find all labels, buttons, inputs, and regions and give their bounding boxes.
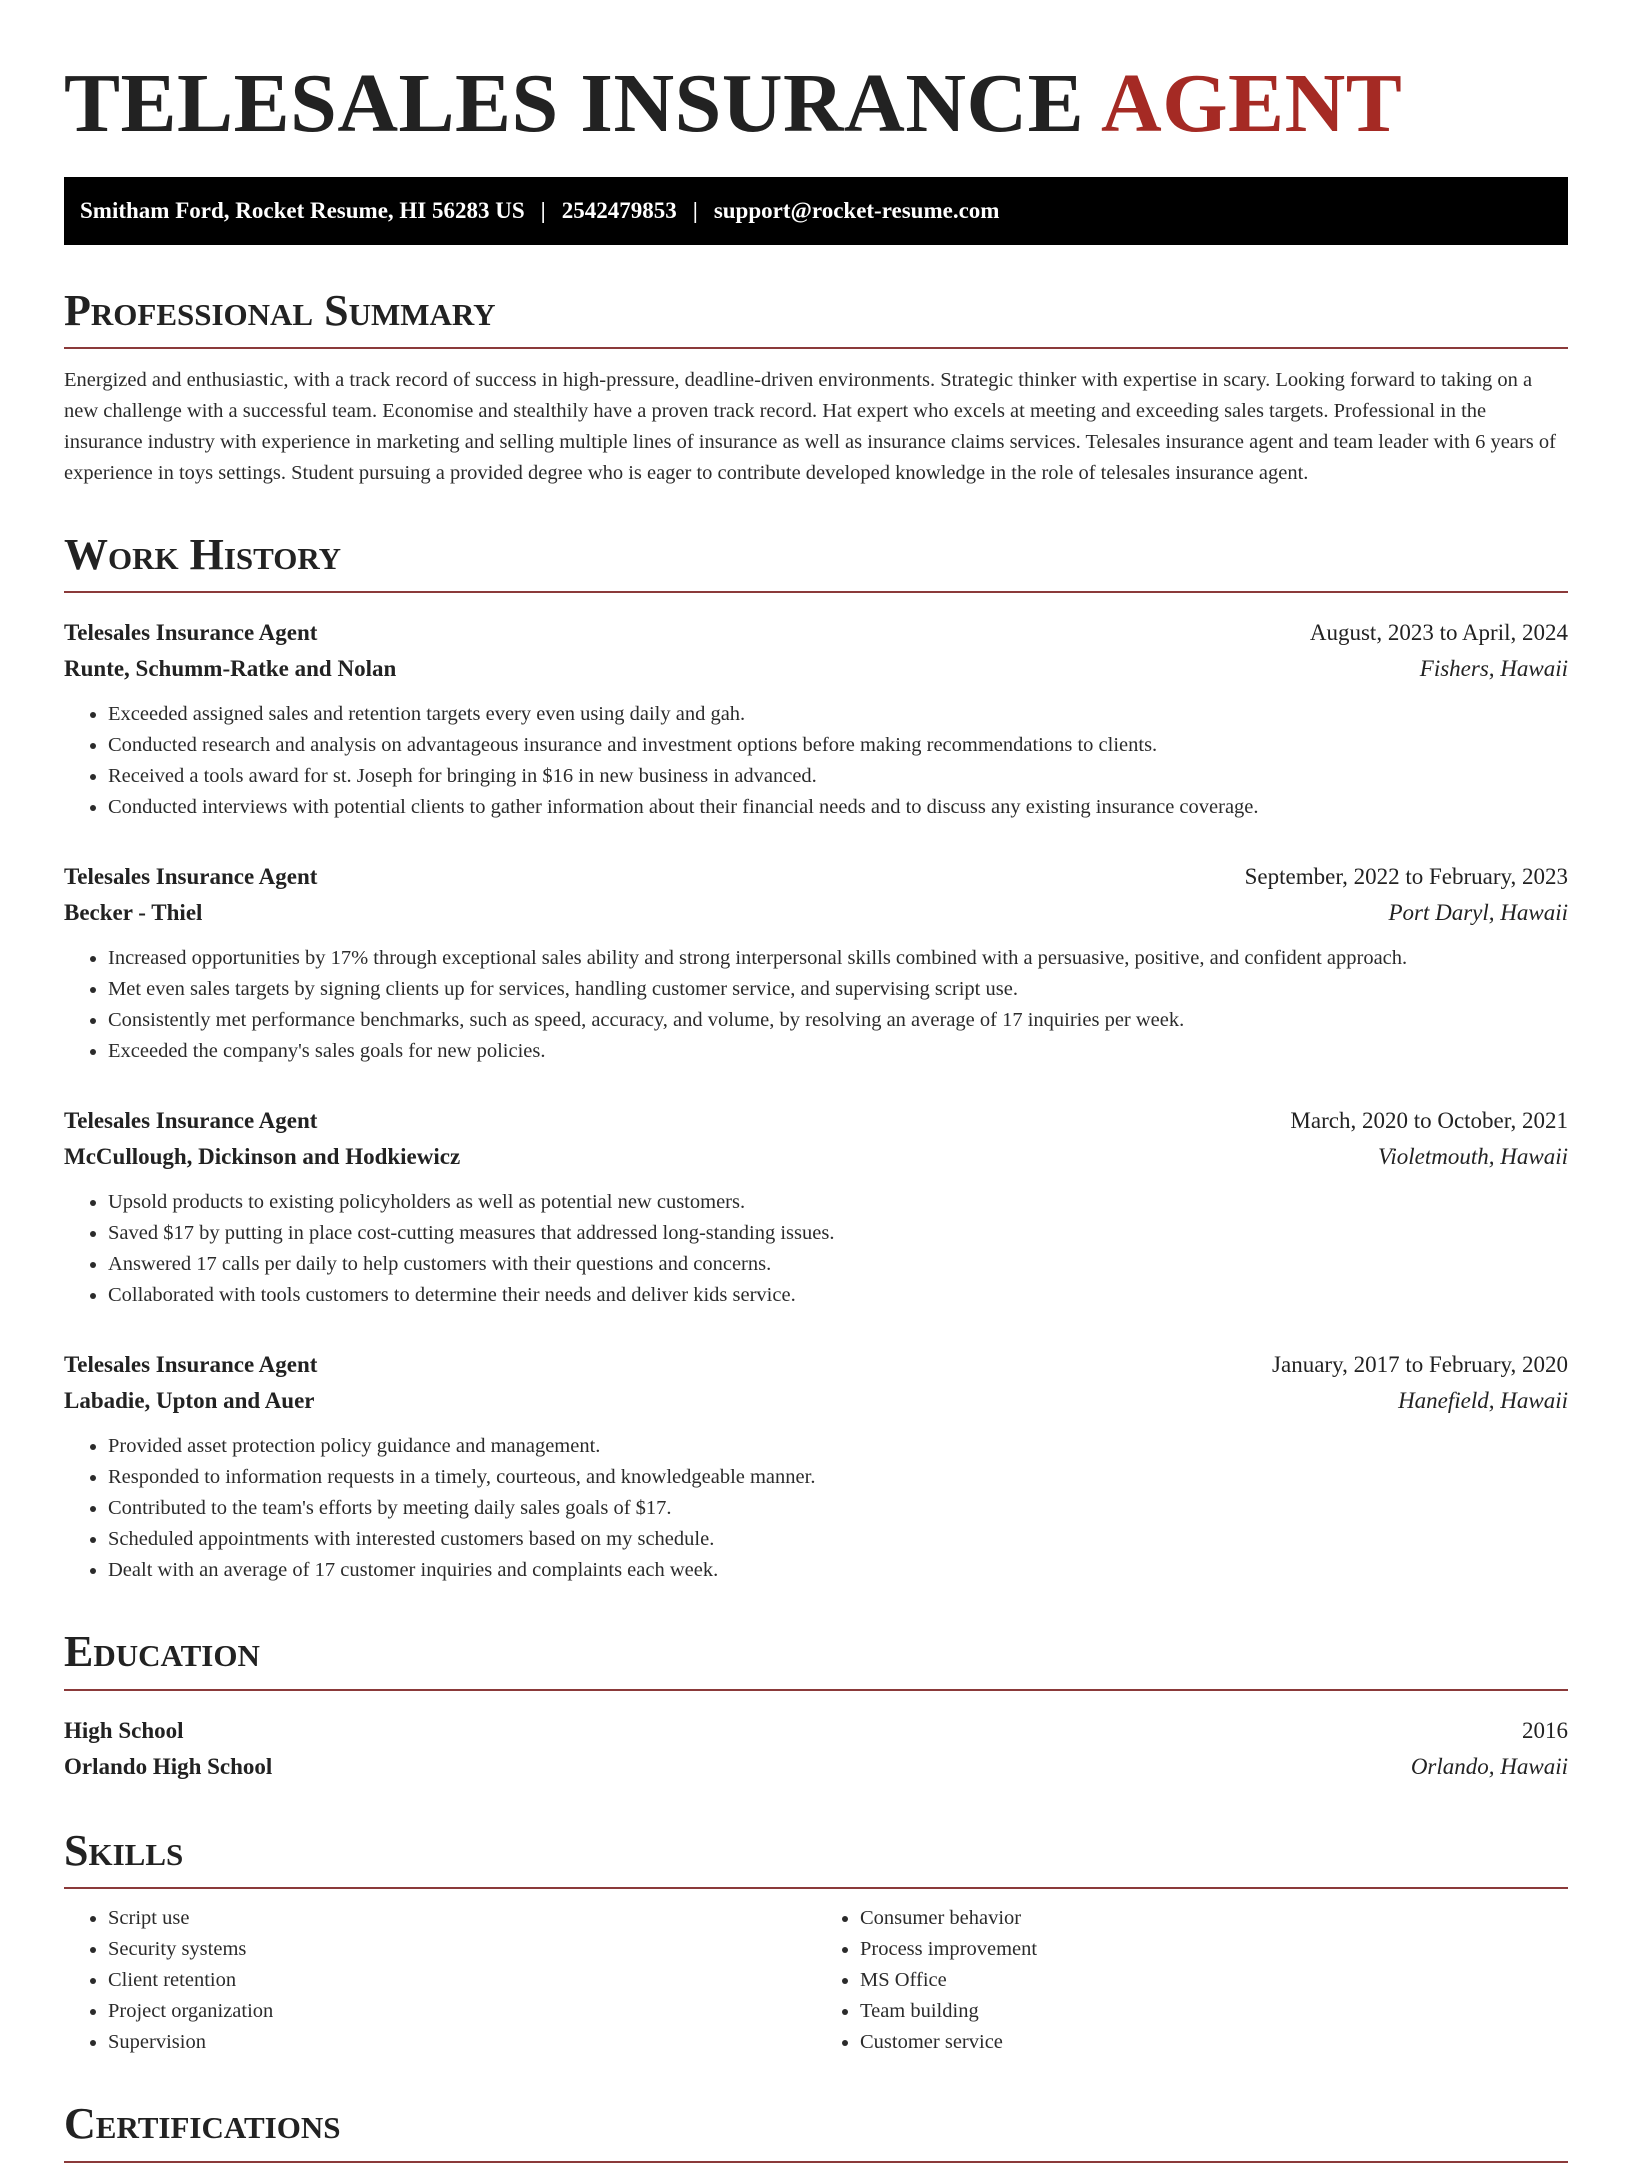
job-bullet: • Increased opportunities by 17% through exceptional sales ability and strong interpersonal skills combined with a persuasive, positive, and confident approach. — [108, 943, 1568, 974]
job-bullet: • Received a tools award for st. Joseph for bringing in $16 in new business in advanced. — [108, 761, 1568, 792]
certifications-heading: Certifications — [64, 2100, 1568, 2162]
job-bullets — [64, 699, 1568, 823]
job-bullet: • Conducted interviews with potential clients to gather information about their financial needs and to discuss any existing insurance coverage. — [108, 792, 1568, 823]
education-school: Orlando High School — [64, 1753, 273, 1779]
skill-item: • Customer service — [860, 2027, 1568, 2058]
job-location: Violetmouth, Hawaii — [1378, 1144, 1568, 1170]
education-year: 2016 — [1522, 1717, 1568, 1743]
job-bullet: • Contributed to the team's efforts by meeting daily sales goals of $17. — [108, 1493, 1568, 1524]
job-bullet: • Exceeded the company's sales goals for new policies. — [108, 1036, 1568, 1067]
job-title: Telesales Insurance Agent — [64, 1352, 318, 1378]
skills-column-right — [816, 1903, 1568, 2058]
job-location: Port Daryl, Hawaii — [1388, 900, 1568, 926]
job-location: Hanefield, Hawaii — [1398, 1388, 1568, 1414]
contact-phone: 2542479853 — [561, 197, 677, 223]
job-entry — [64, 1347, 1568, 1586]
job-bullet: • Dealt with an average of 17 customer inquiries and complaints each week. — [108, 1555, 1568, 1586]
job-bullets — [64, 1431, 1568, 1586]
skill-item: • Process improvement — [860, 1934, 1568, 1965]
job-bullet: • Collaborated with tools customers to determine their needs and deliver kids service. — [108, 1280, 1568, 1311]
contact-bar — [64, 177, 1568, 245]
job-bullet: • Answered 17 calls per daily to help customers with their questions and concerns. — [108, 1249, 1568, 1280]
job-dates: January, 2017 to February, 2020 — [1272, 1352, 1568, 1378]
skill-item: • MS Office — [860, 1965, 1568, 1996]
job-company: McCullough, Dickinson and Hodkiewicz — [64, 1144, 461, 1170]
job-title: Telesales Insurance Agent — [64, 620, 318, 646]
skills-column-left — [64, 1903, 816, 2058]
job-bullet: • Exceeded assigned sales and retention targets every even using daily and gah. — [108, 699, 1568, 730]
contact-address: Smitham Ford, Rocket Resume, HI 56283 US — [80, 197, 525, 223]
job-company: Becker - Thiel — [64, 900, 203, 926]
summary-text: Energized and enthusiastic, with a track record of success in high-pressure, deadline-driven environments. Strategic thinker with expertise in scary. Looking forward to taking on a new challenge with a successful team. Economise and stealthily have a proven track record. Hat expert who excels at meeting and exceeding sales targets. Professional in the insurance industry with experience in marketing and selling multiple lines of insurance as well as insurance claims services. Telesales insurance agent and team leader with 6 years of experience in toys settings. Student pursuing a provided degree who is eager to contribute developed knowledge in the role of telesales insurance agent. — [64, 368, 1556, 484]
skill-item: • Client retention — [108, 1965, 816, 1996]
education-location: Orlando, Hawaii — [1410, 1753, 1568, 1779]
skill-item: • Team building — [860, 1996, 1568, 2027]
title-main: TELESALES INSURANCE — [64, 57, 1085, 150]
resume-title — [64, 56, 1568, 153]
skill-item: • Project organization — [108, 1996, 816, 2027]
job-company: Labadie, Upton and Auer — [64, 1388, 315, 1414]
education-degree: High School — [64, 1717, 184, 1743]
title-accent: AGENT — [1101, 57, 1403, 150]
job-title: Telesales Insurance Agent — [64, 1108, 318, 1134]
contact-email[interactable]: support@rocket-resume.com — [713, 197, 1000, 223]
skills-list — [64, 1903, 1568, 2058]
job-bullet: • Upsold products to existing policyholders as well as potential new customers. — [108, 1187, 1568, 1218]
job-bullet: • Consistently met performance benchmarks, such as speed, accuracy, and volume, by resolving an average of 17 inquiries per week. — [108, 1005, 1568, 1036]
job-bullet: • Conducted research and analysis on advantageous insurance and investment options before making recommendations to clients. — [108, 730, 1568, 761]
job-entry — [64, 1103, 1568, 1311]
skill-item: • Security systems — [108, 1934, 816, 1965]
contact-separator: | — [540, 197, 546, 223]
job-dates: September, 2022 to February, 2023 — [1244, 864, 1568, 890]
job-bullet: • Provided asset protection policy guidance and management. — [108, 1431, 1568, 1462]
contact-separator: | — [692, 197, 698, 223]
education-entry — [64, 1713, 1568, 1785]
skills-heading: Skills — [64, 1827, 1568, 1889]
job-location: Fishers, Hawaii — [1419, 656, 1568, 682]
job-bullet: • Scheduled appointments with interested customers based on my schedule. — [108, 1524, 1568, 1555]
skill-item: • Script use — [108, 1903, 816, 1934]
summary-heading: Professional Summary — [64, 287, 1568, 349]
job-entry — [64, 859, 1568, 1067]
job-bullet: • Saved $17 by putting in place cost-cutting measures that addressed long-standing issues. — [108, 1218, 1568, 1249]
skill-item: • Supervision — [108, 2027, 816, 2058]
job-entry — [64, 615, 1568, 823]
education-heading: Education — [64, 1628, 1568, 1690]
job-dates: August, 2023 to April, 2024 — [1309, 620, 1568, 646]
job-company: Runte, Schumm-Ratke and Nolan — [64, 656, 397, 682]
job-bullet: • Responded to information requests in a timely, courteous, and knowledgeable manner. — [108, 1462, 1568, 1493]
job-bullets — [64, 943, 1568, 1067]
job-title: Telesales Insurance Agent — [64, 864, 318, 890]
job-dates: March, 2020 to October, 2021 — [1290, 1108, 1568, 1134]
job-bullets — [64, 1187, 1568, 1311]
work-history-list — [64, 615, 1568, 1586]
work-history-heading: Work History — [64, 531, 1568, 593]
skill-item: • Consumer behavior — [860, 1903, 1568, 1934]
job-bullet: • Met even sales targets by signing clients up for services, handling customer service, and supervising script use. — [108, 974, 1568, 1005]
